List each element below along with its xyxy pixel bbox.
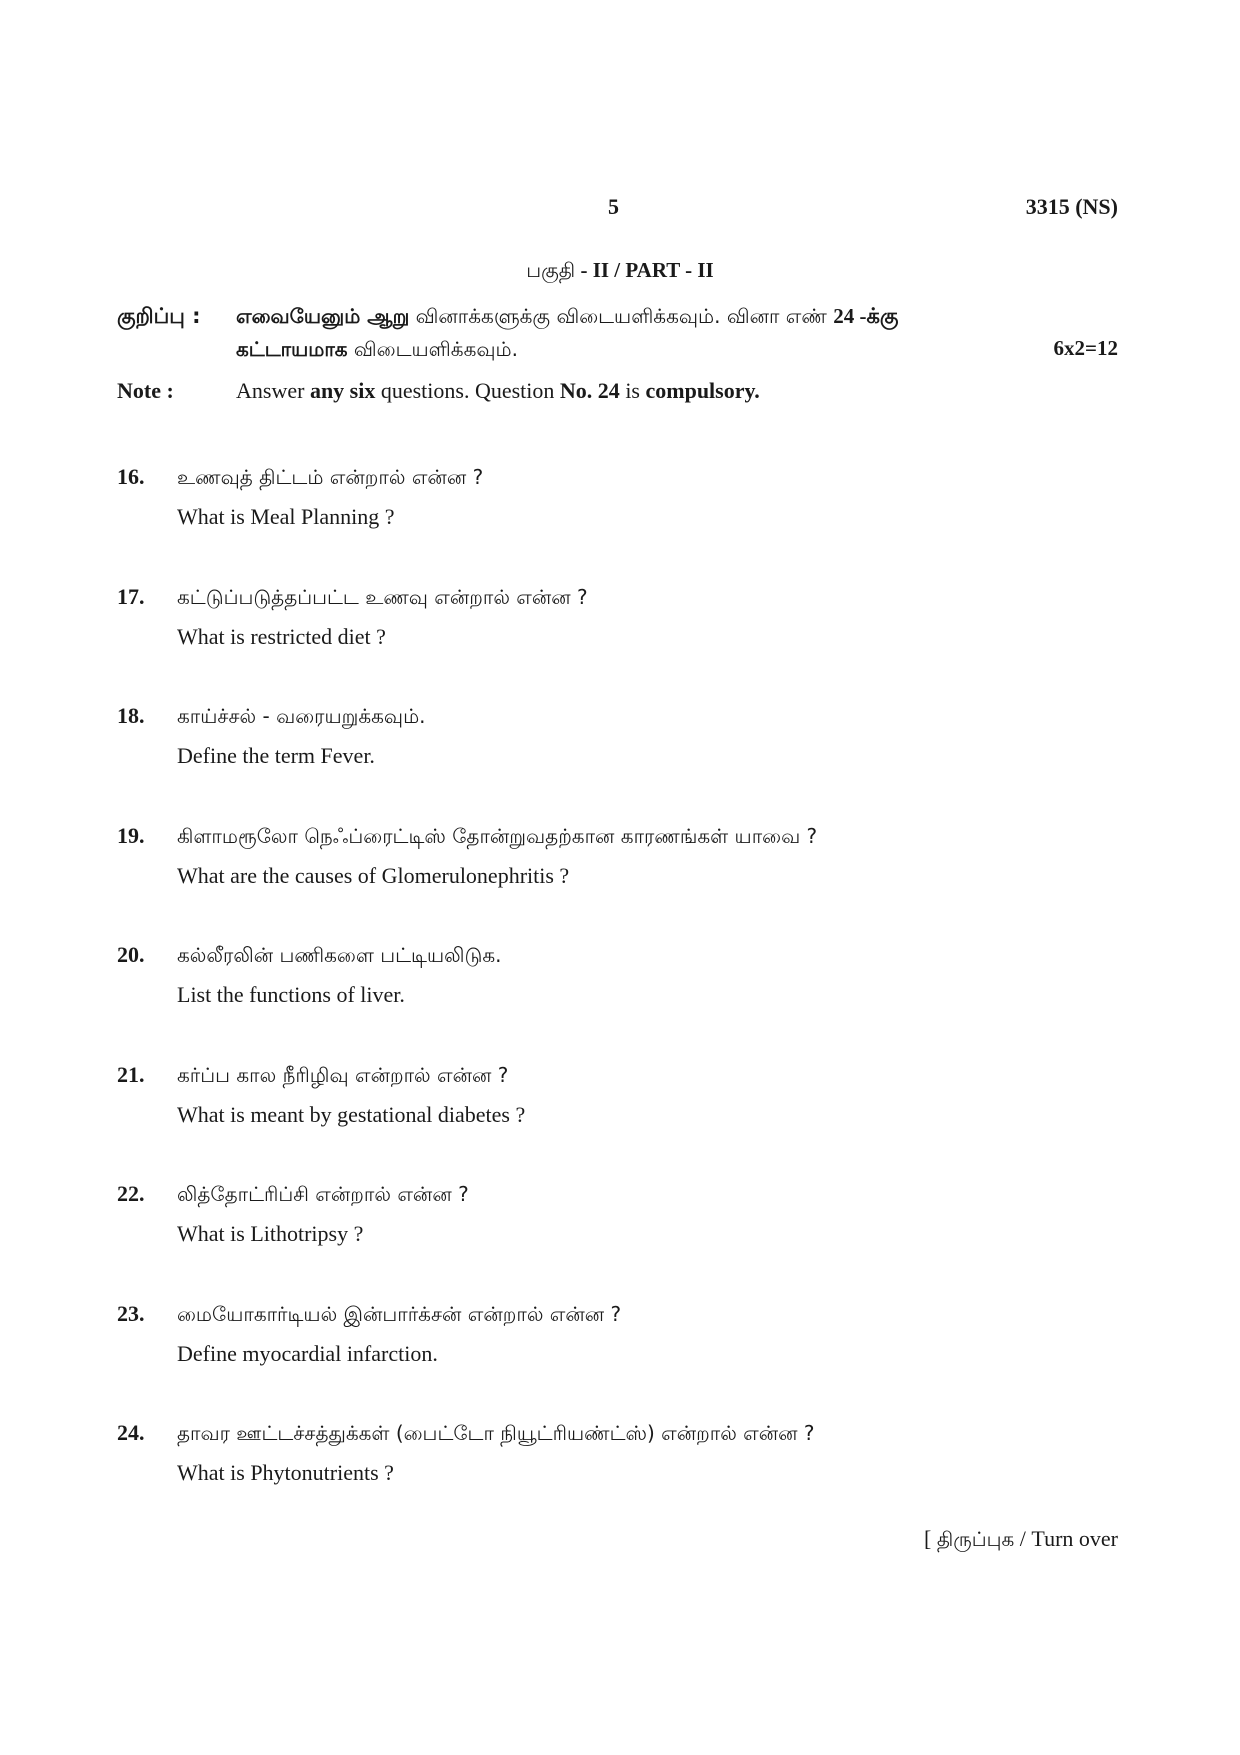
note-tamil-bold-3: கட்டாயமாக: [236, 337, 348, 361]
paper-code: 3315 (NS): [1025, 194, 1118, 219]
page-number: 5: [608, 194, 619, 219]
note-tamil-text-1: வினாக்களுக்கு விடையளிக்கவும். வினா எண்: [409, 304, 834, 328]
question-english: List the functions of liver.: [177, 982, 405, 1007]
note-english-b3: compulsory.: [645, 378, 760, 403]
question-number: 21.: [117, 1062, 145, 1087]
question-english: Define the term Fever.: [177, 743, 375, 768]
question-tamil: லித்தோட்ரிப்சி என்றால் என்ன ?: [177, 1182, 469, 1206]
turn-over-english: / Turn over: [1014, 1526, 1118, 1551]
note-english-text: [236, 378, 760, 404]
note-tamil-bold-2: 24 -க்கு: [833, 304, 899, 328]
question-tamil: உணவுத் திட்டம் என்றால் என்ன ?: [177, 465, 484, 489]
question-number: 22.: [117, 1181, 145, 1206]
turn-over-tamil: திருப்புக: [936, 1527, 1015, 1551]
part-heading-sep: -: [575, 258, 593, 282]
turn-over: [924, 1526, 1118, 1554]
question-number: 17.: [117, 584, 145, 609]
question-tamil: கிளாமரூலோ நெஃப்ரைட்டிஸ் தோன்றுவதற்கான காரணங்கள் யாவை ?: [177, 824, 818, 848]
question-tamil: கர்ப்ப கால நீரிழிவு என்றால் என்ன ?: [177, 1063, 509, 1087]
question-english: What are the causes of Glomerulonephritis ?: [177, 863, 570, 888]
question-tamil: மையோகார்டியல் இன்பார்க்சன் என்றால் என்ன ?: [177, 1302, 622, 1326]
question-english: What is Phytonutrients ?: [177, 1460, 394, 1485]
question-number: 23.: [117, 1301, 145, 1326]
question-number: 19.: [117, 823, 145, 848]
question-number: 20.: [117, 942, 145, 967]
note-english-t3: is: [619, 378, 646, 403]
note-english-b2: No. 24: [559, 378, 620, 403]
question-english: Define myocardial infarction.: [177, 1341, 438, 1366]
part-heading-english: II / PART - II: [592, 258, 714, 282]
note-tamil-label: குறிப்பு :: [117, 304, 201, 328]
question-tamil: தாவர ஊட்டச்சத்துக்கள் (பைட்டோ நியூட்ரியண்ட்ஸ்) என்றால் என்ன ?: [177, 1421, 815, 1445]
question-number: 18.: [117, 703, 145, 728]
note-tamil-line-2: [236, 337, 518, 364]
note-tamil-line-1: [236, 304, 898, 331]
turn-over-bracket: [: [923, 1526, 937, 1551]
question-english: What is Lithotripsy ?: [177, 1221, 364, 1246]
note-tamil-text-2: விடையளிக்கவும்.: [347, 337, 518, 361]
marks-allocation: 6x2=12: [1053, 336, 1118, 360]
question-tamil: காய்ச்சல் - வரையறுக்கவும்.: [177, 704, 426, 728]
note-english-label: Note :: [117, 378, 174, 403]
question-english: What is restricted diet ?: [177, 624, 386, 649]
question-english: What is meant by gestational diabetes ?: [177, 1102, 526, 1127]
question-number: 16.: [117, 464, 145, 489]
question-english: What is Meal Planning ?: [177, 504, 395, 529]
note-english-t2: questions. Question: [375, 378, 560, 403]
note-english-b1: any six: [309, 378, 376, 403]
question-tamil: கட்டுப்படுத்தப்பட்ட உணவு என்றால் என்ன ?: [177, 585, 588, 609]
part-heading-tamil: பகுதி: [526, 258, 576, 282]
question-tamil: கல்லீரலின் பணிகளை பட்டியலிடுக.: [177, 943, 502, 967]
note-english-t1: Answer: [236, 378, 310, 403]
part-heading: [0, 258, 1240, 285]
question-number: 24.: [117, 1420, 145, 1445]
note-tamil-bold-1: எவையேனும் ஆறு: [236, 304, 410, 328]
